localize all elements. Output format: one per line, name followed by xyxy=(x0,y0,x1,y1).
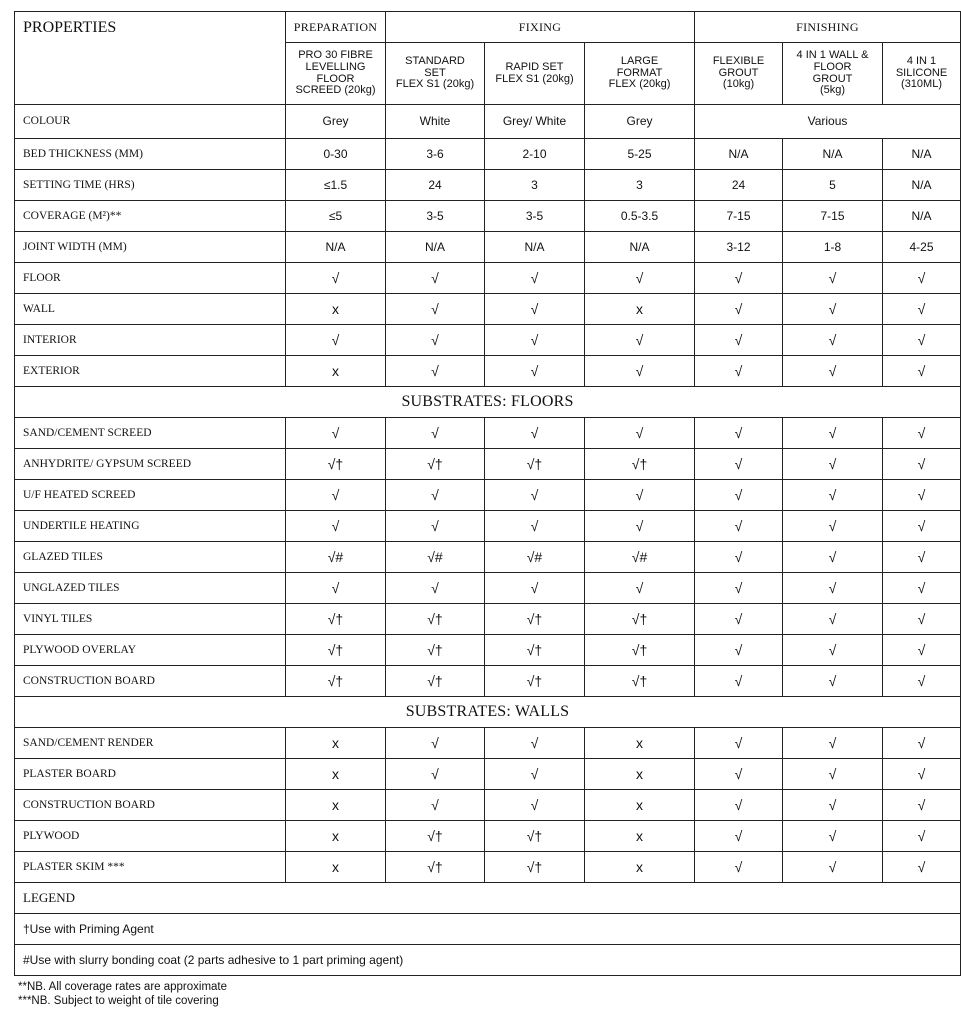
table-cell: x xyxy=(585,759,695,790)
legend-item: †Use with Priming Agent xyxy=(15,914,961,945)
table-cell: √ xyxy=(883,356,961,387)
table-cell: √ xyxy=(695,604,783,635)
table-cell: √ xyxy=(783,325,883,356)
table-cell: N/A xyxy=(883,139,961,170)
table-cell: N/A xyxy=(883,170,961,201)
row-label: SAND/CEMENT SCREED xyxy=(15,418,286,449)
table-row xyxy=(15,542,961,573)
table-cell: √† xyxy=(386,666,485,697)
row-label: PLYWOOD OVERLAY xyxy=(15,635,286,666)
table-row xyxy=(15,790,961,821)
table-cell: √ xyxy=(386,573,485,604)
row-label: PLASTER BOARD xyxy=(15,759,286,790)
table-cell: √ xyxy=(585,418,695,449)
table-cell: √ xyxy=(485,573,585,604)
table-row xyxy=(15,511,961,542)
row-label: SETTING TIME (HRS) xyxy=(15,170,286,201)
product-name-line: SET xyxy=(424,66,446,79)
legend-row xyxy=(15,914,961,945)
row-label: PLASTER SKIM *** xyxy=(15,852,286,883)
table-cell: √ xyxy=(695,511,783,542)
table-cell: √ xyxy=(883,852,961,883)
table-cell: √ xyxy=(695,449,783,480)
table-cell: √ xyxy=(695,542,783,573)
table-cell: 1-8 xyxy=(783,232,883,263)
table-cell: √ xyxy=(783,480,883,511)
table-cell: √† xyxy=(286,604,386,635)
product-name-line: FLEX (20kg) xyxy=(608,78,671,91)
table-cell: √ xyxy=(286,263,386,294)
table-cell: √ xyxy=(783,759,883,790)
table-cell: √ xyxy=(485,790,585,821)
section-title: SUBSTRATES: WALLS xyxy=(15,697,961,728)
table-cell: √ xyxy=(883,790,961,821)
table-cell: x xyxy=(585,821,695,852)
table-cell: x xyxy=(585,294,695,325)
product-name-line: GROUT xyxy=(812,72,853,85)
table-cell: √ xyxy=(386,759,485,790)
table-cell: √ xyxy=(783,542,883,573)
product-name-line: (5kg) xyxy=(819,84,846,97)
table-cell: √ xyxy=(695,294,783,325)
row-label: INTERIOR xyxy=(15,325,286,356)
table-cell: √ xyxy=(485,356,585,387)
table-cell: 3 xyxy=(485,170,585,201)
table-row xyxy=(15,232,961,263)
table-cell: 7-15 xyxy=(783,201,883,232)
table-cell: √ xyxy=(585,511,695,542)
table-cell: √† xyxy=(585,604,695,635)
row-label: JOINT WIDTH (MM) xyxy=(15,232,286,263)
table-row xyxy=(15,604,961,635)
table-cell: N/A xyxy=(783,139,883,170)
product-name-line: STANDARD xyxy=(405,54,465,67)
table-cell: √ xyxy=(783,790,883,821)
table-cell: ≤5 xyxy=(286,201,386,232)
table-cell: N/A xyxy=(286,232,386,263)
table-cell: 4-25 xyxy=(883,232,961,263)
table-cell: √ xyxy=(883,263,961,294)
table-cell: √ xyxy=(883,759,961,790)
table-cell: √† xyxy=(585,449,695,480)
table-cell: √† xyxy=(585,635,695,666)
product-name-line: FLEXIBLE xyxy=(712,54,765,67)
table-row xyxy=(15,480,961,511)
table-cell: √ xyxy=(485,511,585,542)
table-cell: √ xyxy=(883,418,961,449)
table-cell: ≤1.5 xyxy=(286,170,386,201)
table-row xyxy=(15,666,961,697)
table-cell: √† xyxy=(585,666,695,697)
table-cell: √† xyxy=(386,852,485,883)
table-cell: √ xyxy=(485,728,585,759)
legend-title: LEGEND xyxy=(15,883,961,914)
table-cell: √ xyxy=(695,821,783,852)
table-cell: 5 xyxy=(783,170,883,201)
product-name-line: 4 IN 1 WALL & xyxy=(796,48,869,61)
footnotes xyxy=(18,981,227,1008)
table-cell: √ xyxy=(695,263,783,294)
table-cell: √ xyxy=(286,418,386,449)
table-cell: √ xyxy=(695,356,783,387)
table-cell: 0-30 xyxy=(286,139,386,170)
table-cell: √ xyxy=(695,418,783,449)
table-row xyxy=(15,635,961,666)
product-name-line: (10kg) xyxy=(722,78,755,91)
table-cell: 3-12 xyxy=(695,232,783,263)
table-row xyxy=(15,201,961,232)
table-cell: √# xyxy=(485,542,585,573)
row-label: PLYWOOD xyxy=(15,821,286,852)
table-cell: √ xyxy=(783,573,883,604)
row-label: VINYL TILES xyxy=(15,604,286,635)
table-cell: √† xyxy=(485,821,585,852)
section-floors xyxy=(15,387,961,418)
table-cell: √ xyxy=(783,356,883,387)
product-heading xyxy=(386,43,485,105)
product-name-line: FLEX S1 (20kg) xyxy=(495,72,574,85)
row-label: ANHYDRITE/ GYPSUM SCREED xyxy=(15,449,286,480)
row-label: U/F HEATED SCREED xyxy=(15,480,286,511)
footnote-tile-weight: ***NB. Subject to weight of tile covering xyxy=(18,994,219,1007)
table-row xyxy=(15,821,961,852)
table-cell: √† xyxy=(485,604,585,635)
table-row xyxy=(15,759,961,790)
product-name-line: 4 IN 1 xyxy=(906,54,937,67)
product-properties-table xyxy=(14,11,961,976)
table-cell: x xyxy=(286,821,386,852)
table-cell: √ xyxy=(783,449,883,480)
table-cell: N/A xyxy=(386,232,485,263)
table-cell: x xyxy=(286,852,386,883)
table-cell: √ xyxy=(485,759,585,790)
table-cell: √ xyxy=(386,325,485,356)
table-cell: √† xyxy=(386,604,485,635)
row-label: SAND/CEMENT RENDER xyxy=(15,728,286,759)
table-cell: √ xyxy=(783,604,883,635)
table-row xyxy=(15,418,961,449)
table-cell: √# xyxy=(386,542,485,573)
product-name-line: (310ML) xyxy=(901,78,942,91)
product-name-line: LARGE xyxy=(620,54,659,67)
product-name-line: RAPID SET xyxy=(505,60,564,73)
table-cell: x xyxy=(286,728,386,759)
table-cell: √ xyxy=(585,325,695,356)
row-label: CONSTRUCTION BOARD xyxy=(15,666,286,697)
footnote-coverage: **NB. All coverage rates are approximate xyxy=(18,981,228,993)
table-cell: 3-5 xyxy=(485,201,585,232)
table-cell: √ xyxy=(883,573,961,604)
table-cell: White xyxy=(386,105,485,139)
product-name-line: FORMAT xyxy=(616,66,663,79)
group-preparation: PREPARATION xyxy=(286,12,386,43)
table-cell: √ xyxy=(695,852,783,883)
table-cell: x xyxy=(286,294,386,325)
table-cell: 24 xyxy=(695,170,783,201)
table-cell: √ xyxy=(485,325,585,356)
table-cell: √# xyxy=(286,542,386,573)
table-cell: √ xyxy=(286,511,386,542)
row-label: UNDERTILE HEATING xyxy=(15,511,286,542)
table-cell: √† xyxy=(386,821,485,852)
table-cell: √ xyxy=(286,325,386,356)
table-cell: Grey/ White xyxy=(485,105,585,139)
table-cell: √ xyxy=(485,418,585,449)
table-cell: √ xyxy=(883,604,961,635)
legend-row xyxy=(15,945,961,976)
table-cell: √ xyxy=(585,573,695,604)
table-cell: √ xyxy=(883,449,961,480)
table-cell: √ xyxy=(386,263,485,294)
group-finishing: FINISHING xyxy=(695,12,961,43)
table-cell: √ xyxy=(695,480,783,511)
table-cell: √† xyxy=(286,635,386,666)
table-cell: x xyxy=(286,356,386,387)
table-cell: N/A xyxy=(485,232,585,263)
row-label: COVERAGE (M²)** xyxy=(15,201,286,232)
table-cell: √† xyxy=(485,449,585,480)
product-name-line: GROUT xyxy=(718,66,759,79)
product-name-line: FLOOR xyxy=(813,60,852,73)
table-cell: √ xyxy=(883,325,961,356)
table-cell: √† xyxy=(286,449,386,480)
table-cell: √ xyxy=(783,728,883,759)
group-header-row xyxy=(15,12,961,43)
table-cell: 2-10 xyxy=(485,139,585,170)
table-cell: √ xyxy=(286,573,386,604)
table-cell: √ xyxy=(386,356,485,387)
row-label: FLOOR xyxy=(15,263,286,294)
table-cell: √† xyxy=(485,852,585,883)
table-row xyxy=(15,170,961,201)
table-cell: √ xyxy=(585,263,695,294)
table-cell: √ xyxy=(783,418,883,449)
table-cell: √ xyxy=(585,480,695,511)
table-row xyxy=(15,105,961,139)
section-title: SUBSTRATES: FLOORS xyxy=(15,387,961,418)
product-heading xyxy=(883,43,961,105)
table-cell: √ xyxy=(695,635,783,666)
table-cell: √† xyxy=(485,635,585,666)
table-cell: N/A xyxy=(883,201,961,232)
row-label: UNGLAZED TILES xyxy=(15,573,286,604)
table-cell: 5-25 xyxy=(585,139,695,170)
legend-row xyxy=(15,883,961,914)
table-body xyxy=(15,12,961,976)
table-cell: 3-5 xyxy=(386,201,485,232)
table-cell: 7-15 xyxy=(695,201,783,232)
product-name-line: LEVELLING xyxy=(305,60,366,73)
table-cell: √ xyxy=(783,294,883,325)
table-cell: √ xyxy=(783,852,883,883)
table-cell: √ xyxy=(386,511,485,542)
table-cell: √ xyxy=(883,542,961,573)
product-name-line: FLOOR xyxy=(316,72,355,85)
product-name-line: PRO 30 FIBRE xyxy=(298,48,373,61)
table-cell: √ xyxy=(695,759,783,790)
table-cell: Grey xyxy=(585,105,695,139)
table-cell: √ xyxy=(386,728,485,759)
table-cell: 0.5-3.5 xyxy=(585,201,695,232)
table-cell: x xyxy=(585,728,695,759)
table-cell: √ xyxy=(883,728,961,759)
table-cell: √ xyxy=(883,294,961,325)
row-label: GLAZED TILES xyxy=(15,542,286,573)
table-cell: √ xyxy=(695,728,783,759)
table-cell: √ xyxy=(695,325,783,356)
table-cell: √ xyxy=(783,666,883,697)
product-name-line: FLEX S1 (20kg) xyxy=(395,78,475,91)
row-label: BED THICKNESS (MM) xyxy=(15,139,286,170)
table-cell: √ xyxy=(883,821,961,852)
section-walls xyxy=(15,697,961,728)
table-cell: √ xyxy=(695,573,783,604)
table-cell: √ xyxy=(883,666,961,697)
table-cell: √ xyxy=(883,635,961,666)
table-cell: 3 xyxy=(585,170,695,201)
table-row xyxy=(15,139,961,170)
product-heading xyxy=(286,43,386,105)
table-cell: √ xyxy=(485,480,585,511)
table-cell: N/A xyxy=(585,232,695,263)
table-cell: √ xyxy=(485,263,585,294)
table-cell: 24 xyxy=(386,170,485,201)
legend-item: #Use with slurry bonding coat (2 parts adhesive to 1 part priming agent) xyxy=(15,945,961,976)
table-cell: √ xyxy=(783,821,883,852)
table-row xyxy=(15,325,961,356)
table-cell: √ xyxy=(485,294,585,325)
table-cell: 3-6 xyxy=(386,139,485,170)
product-heading xyxy=(783,43,883,105)
table-row xyxy=(15,852,961,883)
table-cell: √† xyxy=(386,449,485,480)
table-cell: √ xyxy=(386,480,485,511)
table-cell: √ xyxy=(783,263,883,294)
table-cell: x xyxy=(286,759,386,790)
table-cell: √ xyxy=(286,480,386,511)
table-cell: x xyxy=(585,852,695,883)
row-label: CONSTRUCTION BOARD xyxy=(15,790,286,821)
table-cell: √ xyxy=(585,356,695,387)
table-cell: √ xyxy=(386,294,485,325)
product-heading xyxy=(585,43,695,105)
product-heading xyxy=(695,43,783,105)
table-cell: √† xyxy=(386,635,485,666)
table-cell: √ xyxy=(783,511,883,542)
product-name-line: SILICONE xyxy=(895,66,948,79)
properties-heading: PROPERTIES xyxy=(15,12,286,105)
table-cell: x xyxy=(286,790,386,821)
table-cell: x xyxy=(585,790,695,821)
table-cell: Various xyxy=(695,105,961,139)
product-heading xyxy=(485,43,585,105)
table-row xyxy=(15,728,961,759)
table-row xyxy=(15,449,961,480)
row-label: EXTERIOR xyxy=(15,356,286,387)
table-cell: √ xyxy=(386,790,485,821)
table-row xyxy=(15,573,961,604)
table-cell: √# xyxy=(585,542,695,573)
table-cell: √† xyxy=(485,666,585,697)
table-cell: √ xyxy=(386,418,485,449)
table-cell: N/A xyxy=(695,139,783,170)
table-cell: √ xyxy=(883,511,961,542)
product-name-line: SCREED (20kg) xyxy=(295,84,376,97)
group-fixing: FIXING xyxy=(386,12,695,43)
table-cell: √ xyxy=(695,790,783,821)
table-cell: √ xyxy=(883,480,961,511)
row-label: WALL xyxy=(15,294,286,325)
row-label: COLOUR xyxy=(15,105,286,139)
table-cell: √ xyxy=(695,666,783,697)
table-row xyxy=(15,294,961,325)
table-cell: √† xyxy=(286,666,386,697)
table-row xyxy=(15,263,961,294)
table-row xyxy=(15,356,961,387)
table-cell: Grey xyxy=(286,105,386,139)
table-cell: √ xyxy=(783,635,883,666)
